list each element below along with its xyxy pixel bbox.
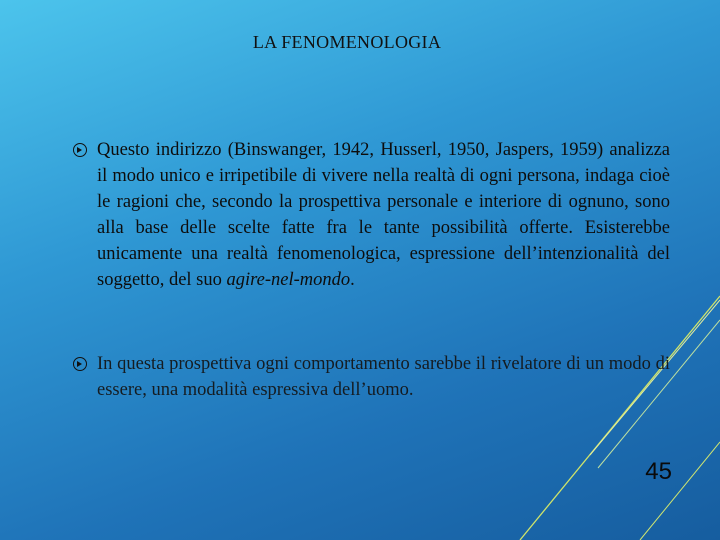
bullet-text-italic: agire-nel-mondo <box>226 270 351 290</box>
slide-title: LA FENOMENOLOGIA <box>252 32 442 52</box>
bullet-text: In questa prospettiva ogni comportamento sarebbe il rivelatore di un modo di essere, una modalità espressiva dell’uomo. <box>97 354 670 400</box>
circle-arrow-right-icon <box>73 143 87 157</box>
page-number: 45 <box>645 458 672 485</box>
bullet-text-main: Questo indirizzo (Binswanger, 1942, Husserl, 1950, Jaspers, 1959) analizza il modo unico e irripetibile di vivere nella realtà di ogni persona, indaga cioè le ragioni che, secondo la prospettiva personale e interiore di ognuno, sono alla base delle scelte fatte fra le tante possibilità offerte. Esisterebbe unicamente una realtà fenomenologica, espressione dell’intenzionalità del soggetto, del suo <box>97 140 670 290</box>
circle-arrow-right-icon <box>73 357 87 371</box>
bullet-text-end: . <box>350 270 355 290</box>
bullet-text <box>97 140 670 290</box>
bullet-item <box>97 137 670 293</box>
bullet-item <box>97 351 670 403</box>
